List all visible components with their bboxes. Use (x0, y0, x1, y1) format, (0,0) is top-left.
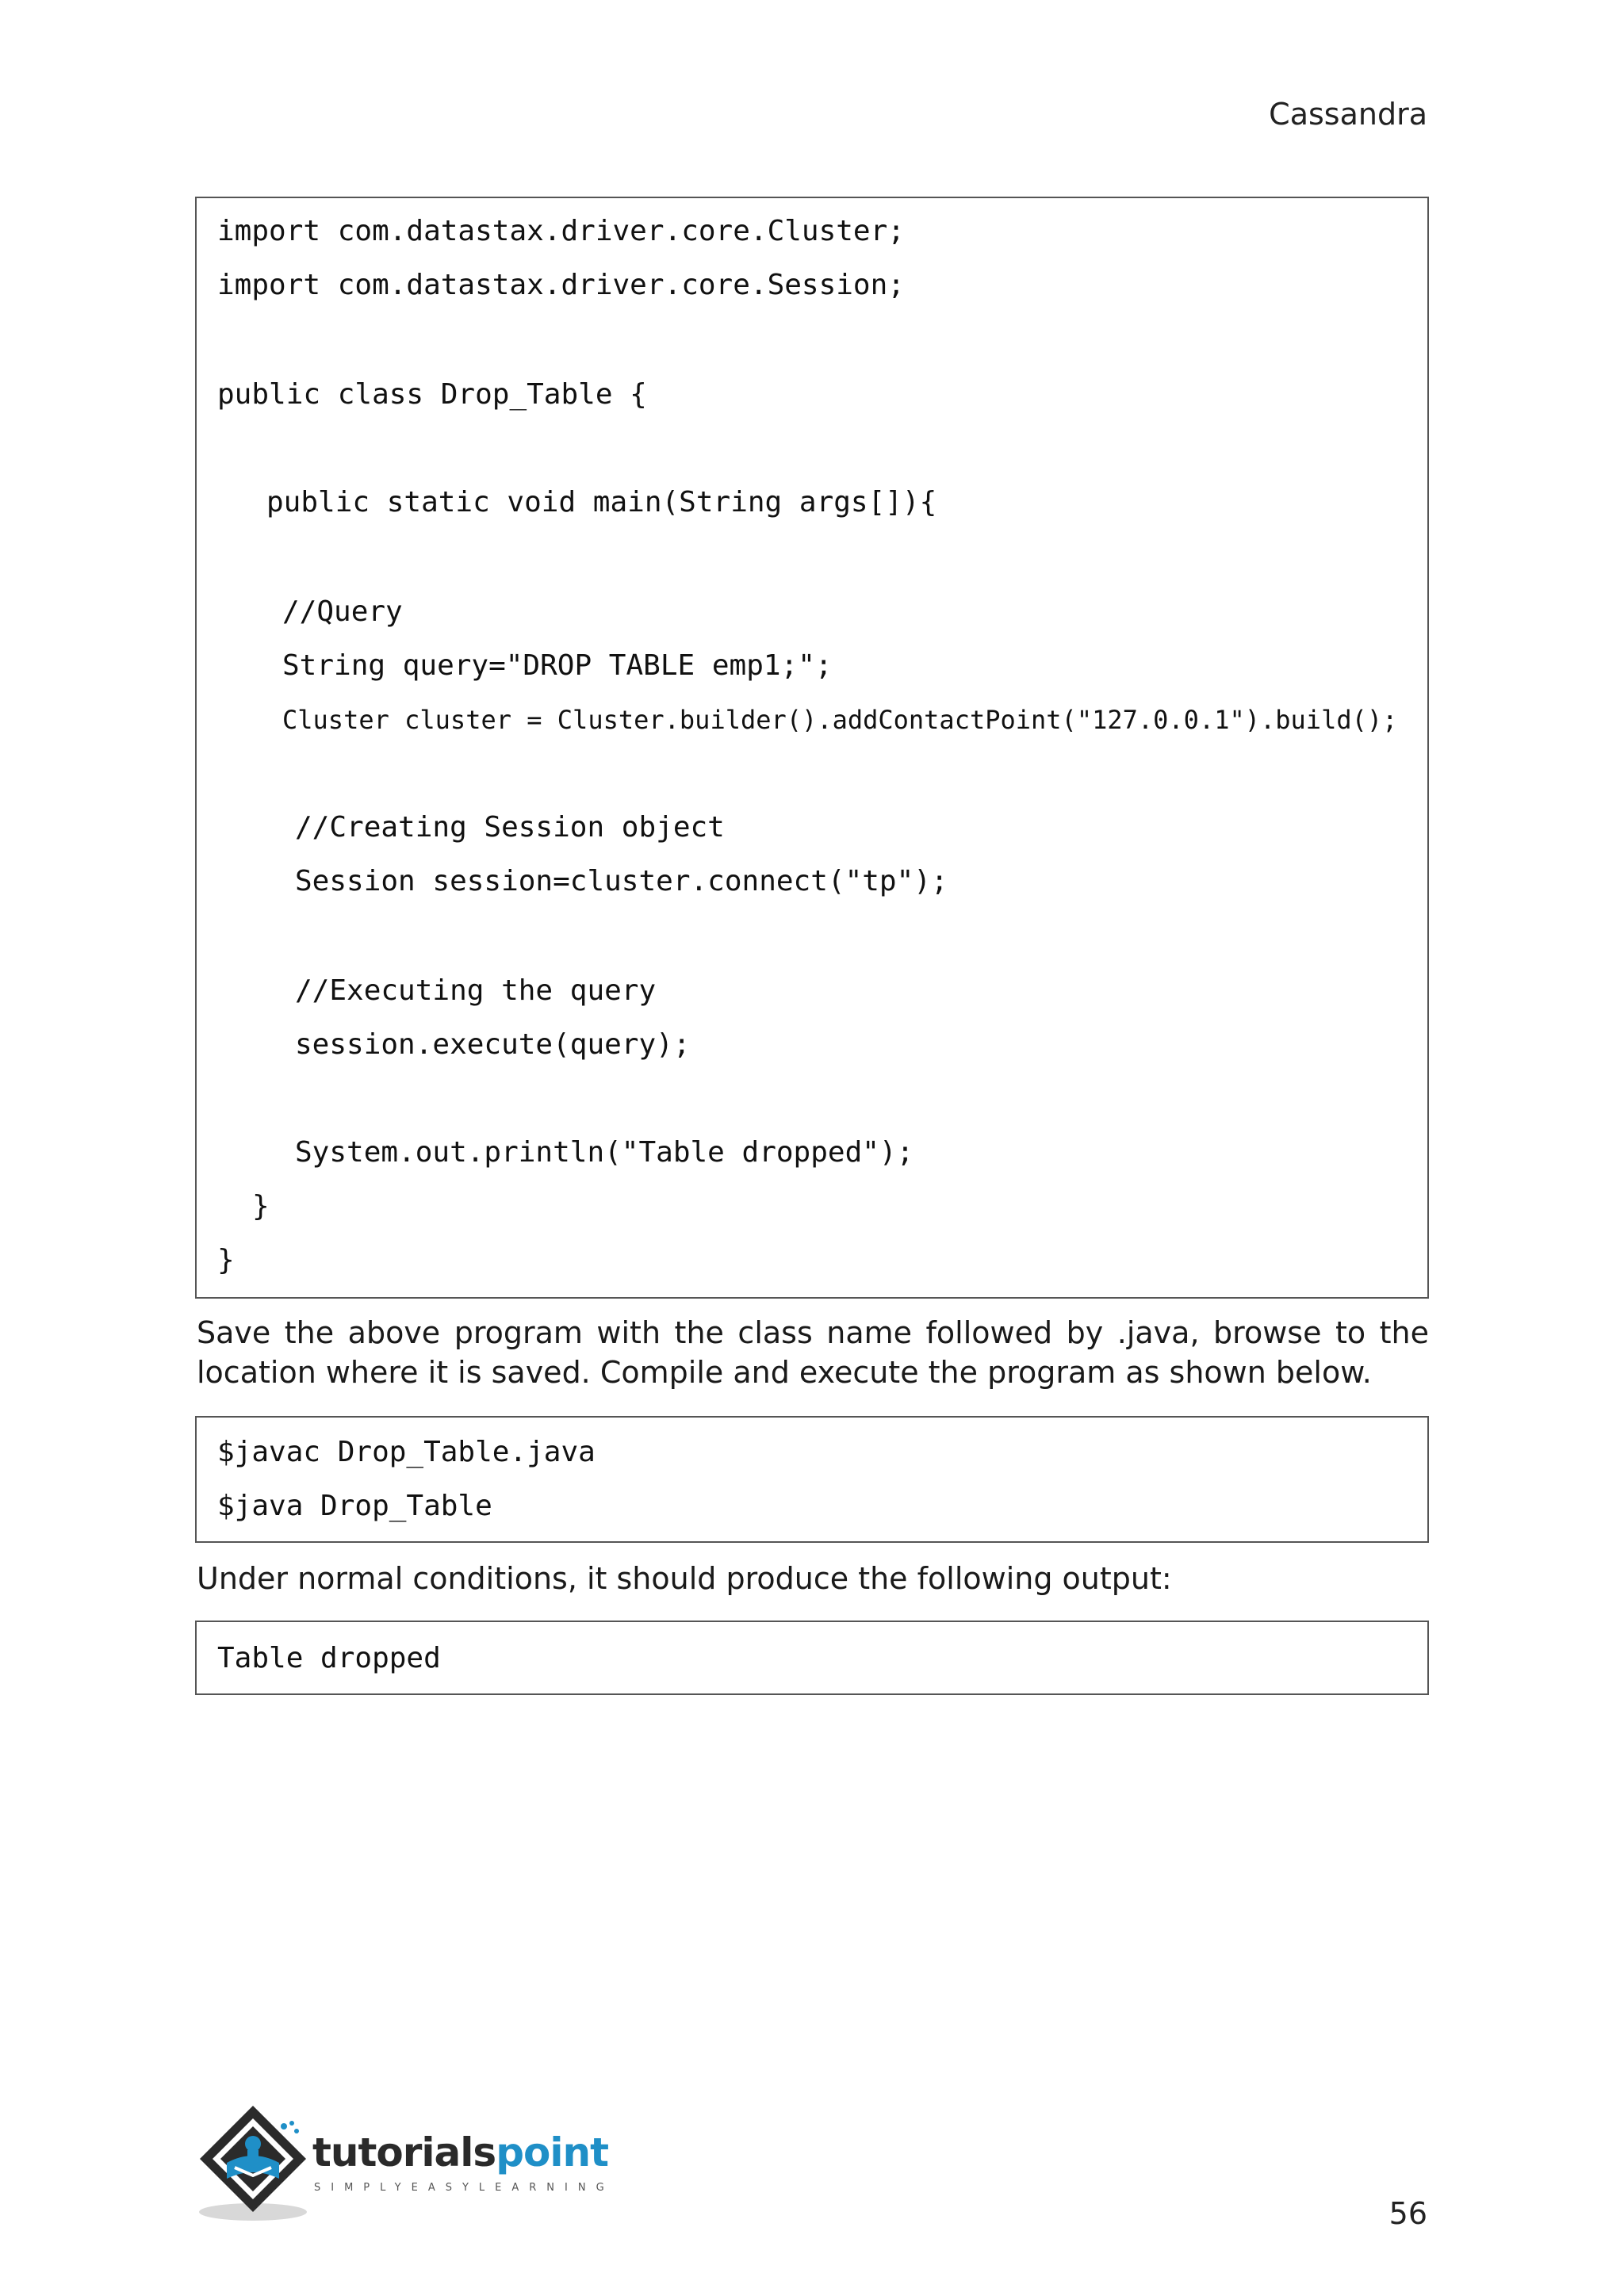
logo-emblem-icon (193, 2099, 312, 2226)
code-line: import com.datastax.driver.core.Session; (217, 269, 905, 301)
java-code-block (195, 197, 1429, 1299)
logo-word-tutorials: tutorials (312, 2130, 496, 2175)
code-line: Cluster cluster = Cluster.builder().addContactPoint("127.0.0.1").build(); (282, 705, 1398, 735)
code-line: $java Drop_Table (217, 1490, 492, 1522)
code-line: //Creating Session object (295, 811, 725, 844)
running-header: Cassandra (1269, 97, 1427, 132)
code-line: } (217, 1244, 235, 1276)
code-line: //Executing the query (295, 974, 657, 1007)
compile-command-block (195, 1416, 1429, 1543)
code-line: import com.datastax.driver.core.Cluster; (217, 215, 905, 247)
tutorialspoint-logo (193, 2099, 622, 2226)
code-line: $javac Drop_Table.java (217, 1436, 596, 1468)
page-number: 56 (1388, 2196, 1427, 2231)
code-line: public static void main(String args[]){ (266, 486, 937, 519)
code-line: } (252, 1190, 270, 1223)
code-line: Session session=cluster.connect("tp"); (295, 865, 948, 897)
code-line: String query="DROP TABLE emp1;"; (282, 649, 833, 682)
body-paragraph: Save the above program with the class name followed by .java, browse to the location where it is saved. Compile and execute the program as shown below. (197, 1315, 1429, 1390)
logo-tagline: SIMPLYEASYLEARNING (314, 2182, 615, 2194)
logo-wordmark (312, 2130, 608, 2175)
logo-word-point: point (496, 2130, 608, 2175)
code-line: Table dropped (217, 1642, 441, 1674)
output-block (195, 1621, 1429, 1695)
code-line: System.out.println("Table dropped"); (295, 1136, 914, 1169)
code-line: public class Drop_Table { (217, 378, 647, 411)
body-paragraph: Under normal conditions, it should produce the following output: (197, 1561, 1172, 1596)
code-line: session.execute(query); (295, 1028, 691, 1061)
code-line: //Query (282, 595, 403, 628)
